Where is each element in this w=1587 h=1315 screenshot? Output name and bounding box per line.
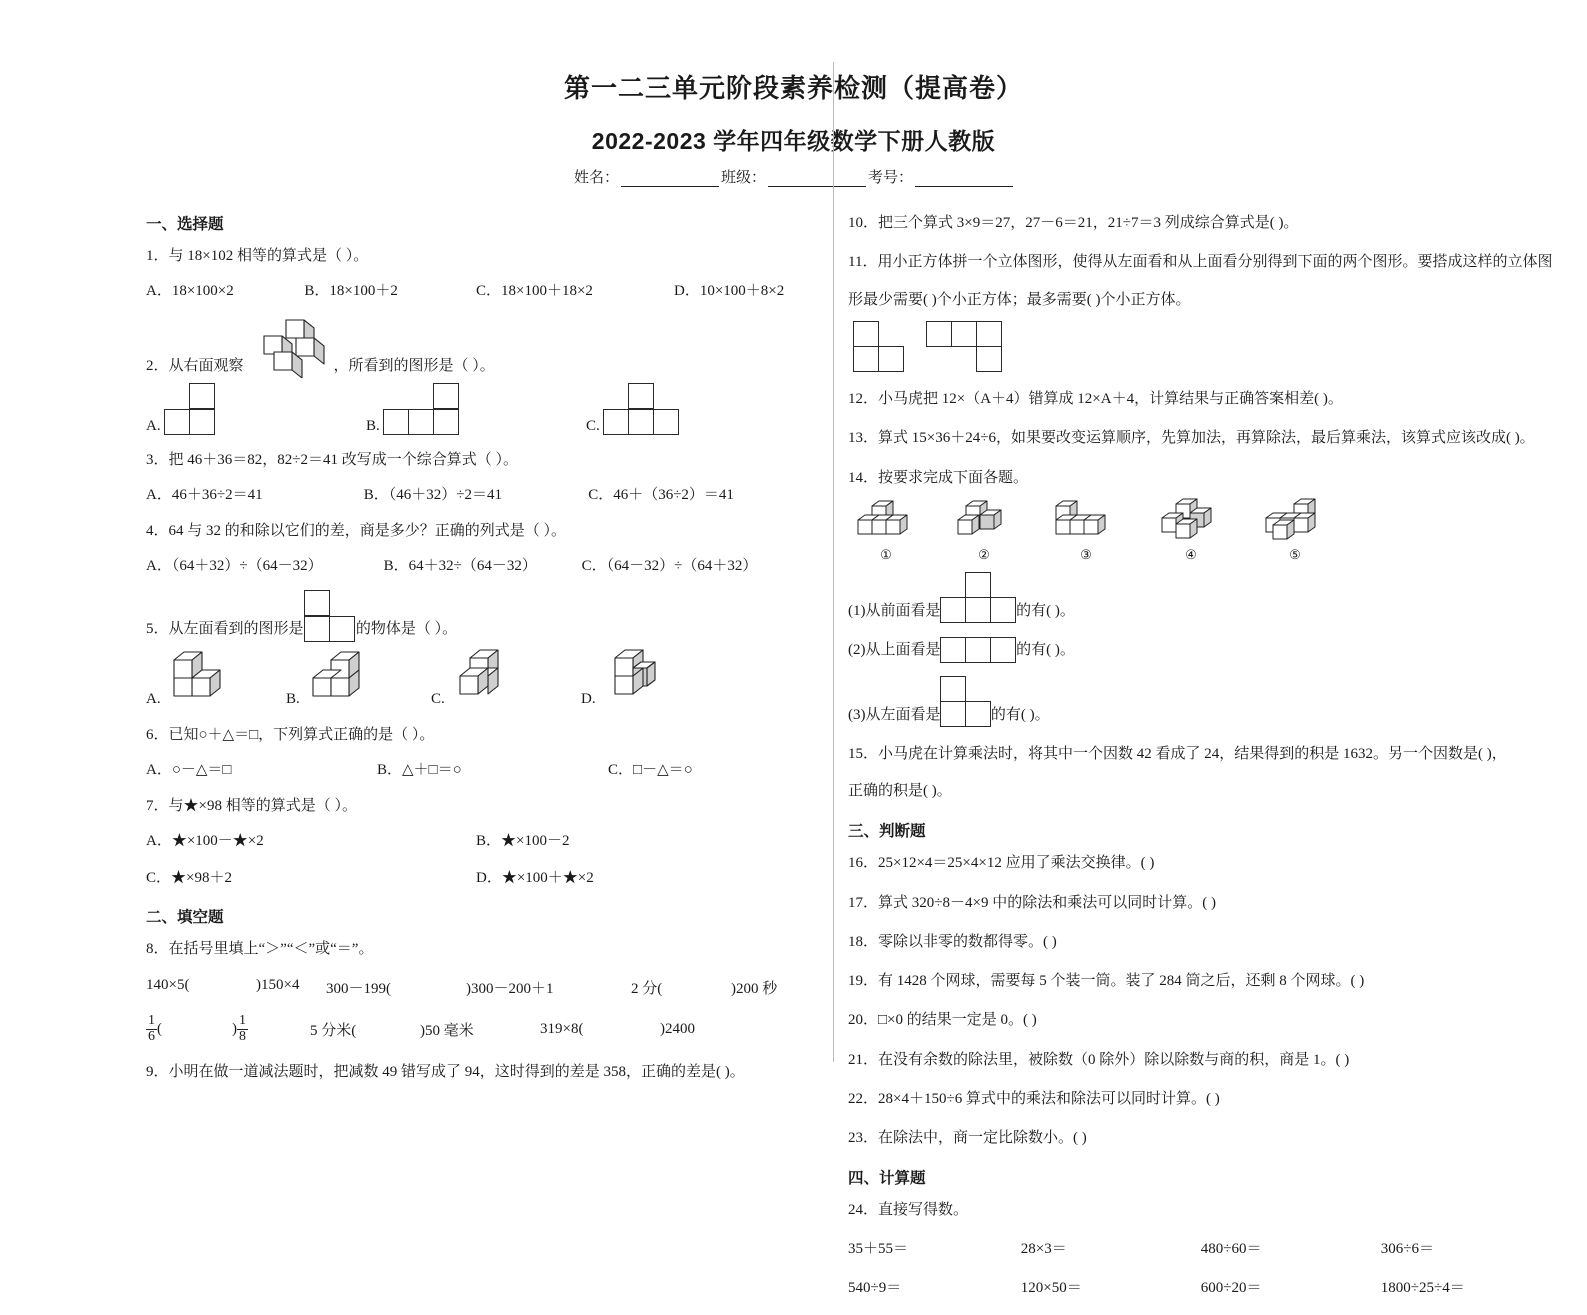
q8-r1-f: )200 秒 bbox=[731, 981, 778, 998]
question-6-option-a[interactable]: A．○－△＝□ bbox=[146, 761, 232, 778]
question-14-sub2-figure bbox=[941, 637, 1017, 662]
question-4-stem: 4．64 与 32 的和除以它们的差，商是多少？正确的列式是（ ）。 bbox=[146, 522, 567, 539]
class-label: 班级： bbox=[720, 170, 766, 186]
section-judge-heading: 三、判断题 bbox=[848, 823, 926, 841]
question-5-stem bbox=[146, 591, 806, 641]
question-3-option-c[interactable]: C．46＋（36÷2）＝41 bbox=[588, 486, 734, 503]
question-18-stem[interactable]: 18．零除以非零的数都得零。( ) bbox=[848, 933, 1057, 950]
question-10-stem[interactable]: 10．把三个算式 3×9＝27，27－6＝21，21÷7＝3 列成综合算式是( )。 bbox=[848, 215, 1299, 231]
question-7-option-d[interactable]: D．★×100＋★×2 bbox=[476, 870, 594, 887]
question-11-stem-line1: 11．用小正方体拼一个立体图形，使得从左面看和从上面看分别得到下面的两个图形。要搭成这样的立体图 bbox=[848, 254, 1553, 271]
question-7-option-a[interactable]: A．★×100－★×2 bbox=[146, 833, 264, 850]
q8-frac2-denominator: 8 bbox=[239, 1029, 246, 1044]
question-2-solid-figure bbox=[246, 316, 332, 378]
exam-no-label: 考号： bbox=[868, 170, 914, 186]
question-2-option-a-label: A. bbox=[146, 417, 161, 434]
question-5-stem-before: 5．从左面看到的图形是 bbox=[146, 621, 304, 638]
question-14-sub3-before: (3)从左面看是 bbox=[848, 706, 941, 723]
question-5-option-b-label: B. bbox=[286, 690, 300, 707]
page-title: 第一二三单元阶段素养检测（提高卷） bbox=[563, 73, 1023, 103]
question-14-figure-4 bbox=[1152, 498, 1230, 563]
page-header bbox=[0, 0, 1587, 187]
q24-r1-c[interactable]: 480÷60＝ bbox=[1200, 1240, 1262, 1257]
class-field[interactable] bbox=[768, 172, 866, 187]
question-2-stem-after: ，所看到的图形是（ ）。 bbox=[333, 358, 495, 374]
question-5-view-figure bbox=[305, 591, 355, 641]
question-2-stem bbox=[146, 316, 806, 378]
question-7-option-c[interactable]: C．★×98＋2 bbox=[146, 870, 232, 887]
question-5-option-a[interactable] bbox=[146, 648, 286, 710]
question-2-option-a[interactable] bbox=[146, 384, 366, 434]
name-field[interactable] bbox=[621, 172, 719, 187]
section-calc-heading: 四、计算题 bbox=[848, 1170, 926, 1188]
question-14-figure-3 bbox=[1046, 498, 1126, 563]
question-2-options bbox=[146, 384, 806, 434]
question-5-options bbox=[146, 648, 806, 710]
question-6-stem: 6．已知○＋△＝□，下列算式正确的是（ ）。 bbox=[146, 726, 435, 743]
question-5-stem-after: 的物体是（ ）。 bbox=[355, 621, 458, 638]
q8-r2-c[interactable]: 5 分米( bbox=[310, 1023, 357, 1039]
question-23-stem[interactable]: 23．在除法中，商一定比除数小。( ) bbox=[848, 1130, 1087, 1147]
question-4-option-b[interactable]: B．64＋32÷（64－32） bbox=[383, 558, 537, 575]
question-14-sub1-figure bbox=[941, 573, 1017, 623]
q8-fraction-one-eighth bbox=[237, 1014, 248, 1044]
q8-fraction-one-sixth bbox=[146, 1014, 157, 1044]
question-19-stem[interactable]: 19．有 1428 个网球，需要每 5 个装一筒。装了 284 筒之后，还剩 8 个网球。( ) bbox=[848, 973, 1365, 990]
question-14-sub2-before: (2)从上面看是 bbox=[848, 642, 941, 659]
question-2-option-c[interactable] bbox=[586, 384, 679, 434]
q24-r1-d[interactable]: 306÷6＝ bbox=[1380, 1240, 1435, 1257]
question-5-option-d-figure bbox=[599, 648, 679, 710]
q8-r2-f: )2400 bbox=[660, 1021, 695, 1037]
q8-frac2-numerator: 1 bbox=[239, 1013, 246, 1029]
question-3-options bbox=[146, 483, 806, 504]
right-column bbox=[848, 212, 1568, 1315]
question-7-option-b[interactable]: B．★×100－2 bbox=[476, 833, 570, 850]
question-24-row-2 bbox=[848, 1276, 1568, 1297]
question-2-stem-before: 2．从右面观察 bbox=[146, 358, 244, 374]
question-6-option-b[interactable]: B．△＋□＝○ bbox=[377, 761, 462, 778]
page-subtitle: 2022-2023 学年四年级数学下册人教版 bbox=[591, 128, 996, 154]
question-2-option-c-figure bbox=[604, 384, 680, 434]
question-5-option-c-label: C. bbox=[431, 690, 445, 707]
exam-no-field[interactable] bbox=[915, 172, 1013, 187]
question-1-stem: 1．与 18×102 相等的算式是（ ）。 bbox=[146, 248, 369, 264]
question-2-option-b[interactable] bbox=[366, 384, 586, 434]
question-11-top-view-figure bbox=[926, 322, 1002, 372]
question-1-options bbox=[146, 279, 806, 300]
question-2-option-b-label: B. bbox=[366, 417, 380, 434]
question-1-option-c[interactable]: C．18×100＋18×2 bbox=[475, 283, 593, 300]
q24-r2-b[interactable]: 120×50＝ bbox=[1020, 1279, 1082, 1296]
question-14-figure-1 bbox=[850, 498, 922, 563]
name-label: 姓名： bbox=[573, 170, 619, 186]
q8-r1-a[interactable]: 140×5( bbox=[146, 977, 190, 994]
question-14-caption-1: ① bbox=[880, 546, 892, 562]
q8-r1-b: )150×4 bbox=[256, 977, 300, 994]
question-8-row-2 bbox=[146, 1014, 806, 1044]
question-7-options-row2 bbox=[146, 866, 806, 887]
question-5-option-a-figure bbox=[164, 648, 244, 710]
question-11-stem-line2[interactable]: 形最少需要( )个小正方体；最多需要( )个小正方体。 bbox=[848, 291, 1191, 308]
q24-r2-c[interactable]: 600÷20＝ bbox=[1200, 1279, 1262, 1296]
question-15-line2[interactable]: 正确的积是( )。 bbox=[848, 783, 952, 800]
question-14-caption-3: ③ bbox=[1080, 546, 1092, 562]
question-2-option-c-label: C. bbox=[586, 417, 600, 434]
question-3-option-b[interactable]: B．（46＋32）÷2＝41 bbox=[363, 486, 503, 503]
question-14-sub3-figure bbox=[941, 677, 991, 727]
question-15-line1[interactable]: 15．小马虎在计算乘法时，将其中一个因数 42 看成了 24，结果得到的积是 1632。另一个因数是( )， bbox=[848, 745, 1507, 762]
question-14-sub1-after[interactable]: 的有( )。 bbox=[1016, 603, 1075, 620]
question-2-option-a-figure bbox=[165, 384, 215, 434]
question-14-figure-2 bbox=[948, 498, 1020, 563]
question-1-option-d[interactable]: D．10×100＋8×2 bbox=[673, 283, 785, 300]
question-21-stem[interactable]: 21．在没有余数的除法里，被除数（0 除外）除以除数与商的积，商是 1。( ) bbox=[848, 1051, 1350, 1068]
q8-r2-d: )50 毫米 bbox=[420, 1023, 474, 1039]
question-4-option-c[interactable]: C．（64－32）÷（64＋32） bbox=[581, 558, 758, 575]
q8-r2-e[interactable]: 319×8( bbox=[540, 1021, 584, 1037]
question-3-option-a[interactable]: A．46＋36÷2＝41 bbox=[146, 486, 263, 503]
question-2-option-b-figure bbox=[384, 384, 460, 434]
question-5-option-c[interactable] bbox=[431, 648, 581, 710]
question-3-stem: 3．把 46＋36＝82，82÷2＝41 改写成一个综合算式（ ）。 bbox=[146, 451, 518, 468]
question-11-left-view-figure bbox=[854, 322, 904, 372]
question-8-stem: 8．在括号里填上“＞”“＜”或“＝”。 bbox=[146, 941, 374, 958]
question-14-solid-figures bbox=[850, 498, 1568, 563]
question-16-stem[interactable]: 16．25×12×4＝25×4×12 应用了乘法交换律。( ) bbox=[848, 855, 1155, 872]
q8-r1-d: )300－200＋1 bbox=[466, 981, 554, 998]
student-info-line bbox=[0, 166, 1587, 187]
q8-r1-c[interactable]: 300－199( bbox=[326, 981, 391, 998]
question-14-sub-3 bbox=[848, 677, 1568, 727]
q24-r1-b[interactable]: 28×3＝ bbox=[1020, 1240, 1067, 1257]
question-14-sub2-after[interactable]: 的有( )。 bbox=[1016, 642, 1075, 659]
question-14-sub-1 bbox=[848, 573, 1568, 623]
question-6-option-c[interactable]: C．□－△＝○ bbox=[608, 761, 693, 778]
question-11-figures bbox=[854, 322, 1568, 372]
question-9-stem[interactable]: 9．小明在做一道减法题时，把减数 49 错写成了 94，这时得到的差是 358，正确的差是( )。 bbox=[146, 1063, 745, 1080]
question-1-option-a[interactable]: A．18×100×2 bbox=[146, 283, 234, 300]
question-5-option-d[interactable] bbox=[581, 648, 679, 710]
question-5-option-a-label: A. bbox=[146, 690, 161, 707]
question-14-stem: 14．按要求完成下面各题。 bbox=[848, 469, 1029, 486]
q8-frac1-denominator: 6 bbox=[148, 1029, 155, 1044]
question-5-option-b-figure bbox=[303, 648, 383, 710]
question-14-caption-2: ② bbox=[978, 546, 990, 562]
question-14-sub1-before: (1)从前面看是 bbox=[848, 603, 941, 620]
question-14-sub-2 bbox=[848, 637, 1568, 662]
q24-r2-a[interactable]: 540÷9＝ bbox=[848, 1279, 902, 1296]
question-14-figure-5 bbox=[1256, 498, 1334, 563]
question-13-stem[interactable]: 13．算式 15×36＋24÷6，如果要改变运算顺序，先算加法，再算除法，最后算乘法，该算式应该改成( )。 bbox=[848, 430, 1535, 447]
question-12-stem[interactable]: 12．小马虎把 12×（A＋4）错算成 12×A＋4，计算结果与正确答案相差( )。 bbox=[848, 391, 1343, 408]
question-5-option-d-label: D. bbox=[581, 690, 596, 707]
question-5-option-b[interactable] bbox=[286, 648, 431, 710]
question-8-row-1 bbox=[146, 977, 806, 998]
question-4-option-a[interactable]: A．（64＋32）÷（64－32） bbox=[146, 558, 323, 575]
question-20-stem[interactable]: 20．□×0 的结果一定是 0。( ) bbox=[848, 1012, 1037, 1029]
question-14-caption-5: ⑤ bbox=[1289, 546, 1301, 562]
question-14-caption-4: ④ bbox=[1185, 546, 1197, 562]
question-17-stem[interactable]: 17．算式 320÷8－4×9 中的除法和乘法可以同时计算。( ) bbox=[848, 894, 1216, 911]
question-7-stem: 7．与★×98 相等的算式是（ ）。 bbox=[146, 797, 357, 814]
question-5-option-c-figure bbox=[448, 648, 528, 710]
question-6-options bbox=[146, 758, 806, 779]
question-22-stem[interactable]: 22．28×4＋150÷6 算式中的乘法和除法可以同时计算。( ) bbox=[848, 1090, 1220, 1107]
question-4-options bbox=[146, 554, 806, 575]
q8-frac1-numerator: 1 bbox=[148, 1013, 155, 1029]
question-14-sub3-after[interactable]: 的有( )。 bbox=[990, 706, 1050, 723]
question-24-stem: 24．直接写得数。 bbox=[848, 1202, 969, 1219]
left-column bbox=[146, 212, 806, 1100]
question-24-row-1 bbox=[848, 1237, 1568, 1258]
section-choice-heading: 一、选择题 bbox=[146, 216, 224, 233]
q24-r2-d[interactable]: 1800÷25÷4＝ bbox=[1380, 1279, 1465, 1296]
q8-r2-open-paren[interactable]: ( bbox=[157, 1021, 162, 1037]
question-7-options-row1 bbox=[146, 829, 806, 850]
section-fill-heading: 二、填空题 bbox=[146, 909, 224, 927]
question-1-option-b[interactable]: B．18×100＋2 bbox=[304, 283, 398, 300]
q8-r2-close-paren: ) bbox=[232, 1021, 237, 1037]
q24-r1-a[interactable]: 35＋55＝ bbox=[848, 1240, 909, 1257]
q8-r1-e[interactable]: 2 分( bbox=[631, 981, 663, 998]
